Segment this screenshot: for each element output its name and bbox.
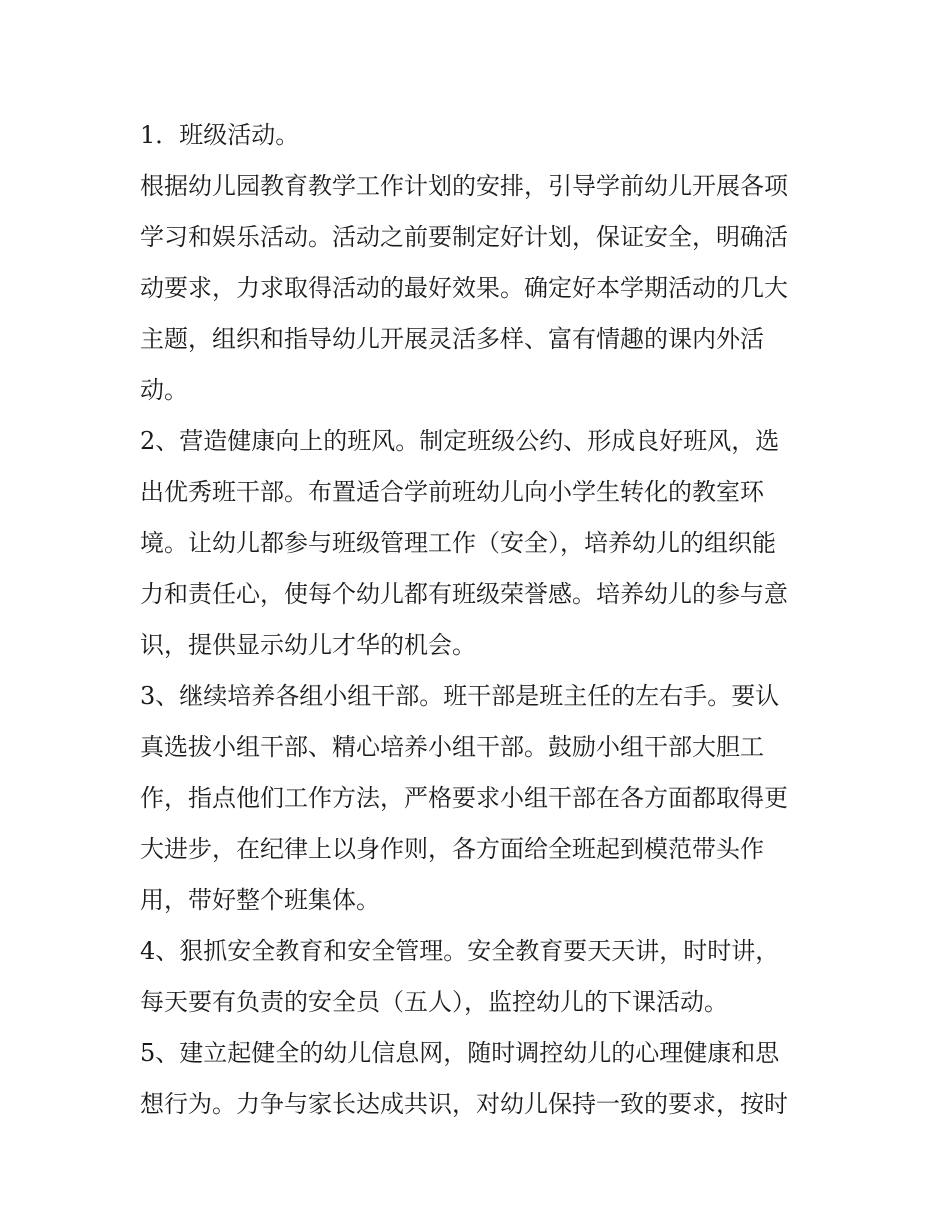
paragraph-line: 5、建立起健全的幼儿信息网，随时调控幼儿的心理健康和思 xyxy=(140,1039,780,1067)
paragraph-line: 2、营造健康向上的班风。制定班级公约、形成良好班风，选 xyxy=(140,427,780,455)
document-body xyxy=(140,110,820,1130)
paragraph-line: 3、继续培养各组小组干部。班干部是班主任的左右手。要认 xyxy=(140,682,780,710)
paragraph-line: 学习和娱乐活动。活动之前要制定好计划，保证安全，明确活 xyxy=(140,223,788,251)
paragraph-line: 识，提供显示幼儿才华的机会。 xyxy=(140,631,476,659)
paragraph-line: 出优秀班干部。布置适合学前班幼儿向小学生转化的教室环 xyxy=(140,478,764,506)
paragraph-line: 境。让幼儿都参与班级管理工作（安全），培养幼儿的组织能 xyxy=(140,529,776,557)
paragraph-line: 动要求，力求取得活动的最好效果。确定好本学期活动的几大 xyxy=(140,274,788,302)
paragraph-line: 真选拔小组干部、精心培养小组干部。鼓励小组干部大胆工 xyxy=(140,733,764,761)
paragraph-line: 4、狠抓安全教育和安全管理。安全教育要天天讲，时时讲， xyxy=(140,937,780,965)
paragraph-line: 想行为。力争与家长达成共识，对幼儿保持一致的要求，按时 xyxy=(140,1090,788,1118)
paragraph-line: 每天要有负责的安全员（五人），监控幼儿的下课活动。 xyxy=(140,988,728,1016)
paragraph-line: 动。 xyxy=(140,376,188,404)
paragraph-line: 力和责任心，使每个幼儿都有班级荣誉感。培养幼儿的参与意 xyxy=(140,580,788,608)
paragraph-line: 主题，组织和指导幼儿开展灵活多样、富有情趣的课内外活 xyxy=(140,325,764,353)
paragraph-line: 用，带好整个班集体。 xyxy=(140,886,380,914)
paragraph-line: 根据幼儿园教育教学工作计划的安排，引导学前幼儿开展各项 xyxy=(140,172,788,200)
section-heading-class-activities: 1．班级活动。 xyxy=(140,121,300,149)
paragraph-line: 大进步，在纪律上以身作则，各方面给全班起到模范带头作 xyxy=(140,835,764,863)
paragraph-line: 作，指点他们工作方法，严格要求小组干部在各方面都取得更 xyxy=(140,784,788,812)
